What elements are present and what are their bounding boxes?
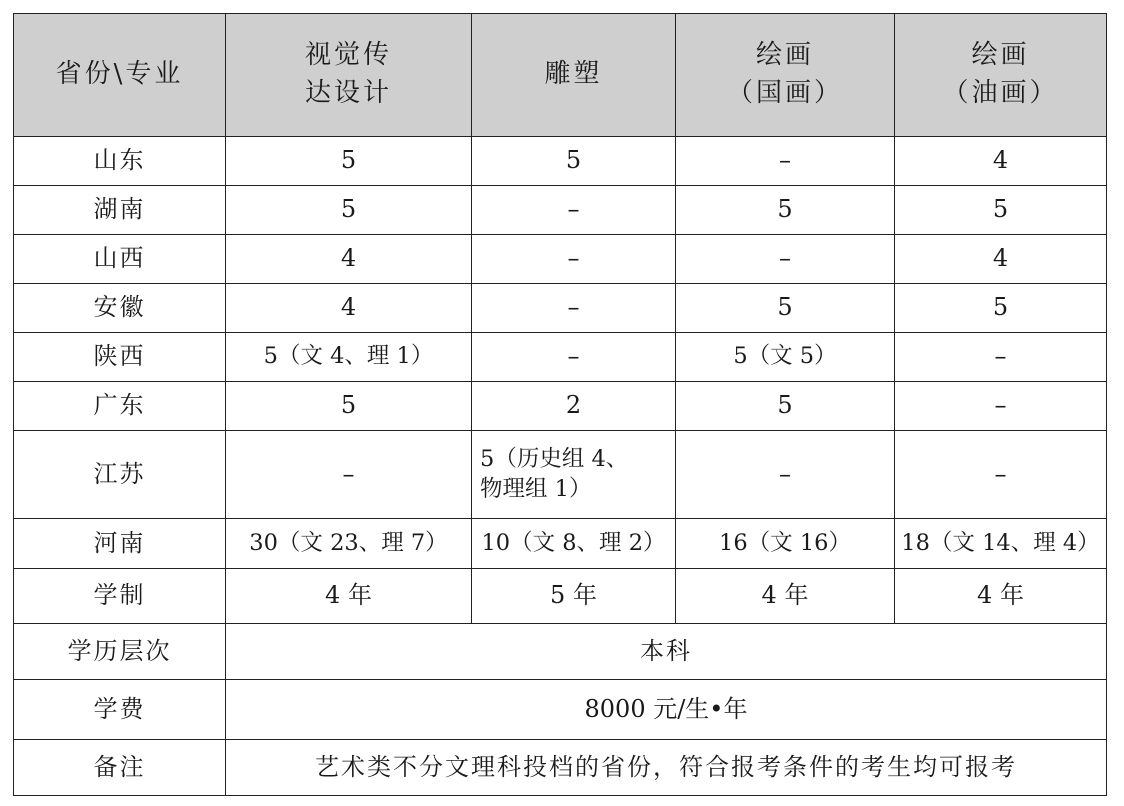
quota-cell: 5 xyxy=(895,186,1107,235)
quota-cell: 4 xyxy=(895,137,1107,186)
province-cell: 安徽 xyxy=(14,284,226,333)
major-header-chinese-painting xyxy=(676,14,895,137)
table-row xyxy=(14,186,1107,235)
quota-cell: – xyxy=(226,431,472,519)
province-cell: 湖南 xyxy=(14,186,226,235)
quota-cell: – xyxy=(472,235,676,284)
table-row xyxy=(14,235,1107,284)
header-row xyxy=(14,14,1107,137)
header-line: 达设计 xyxy=(304,78,392,108)
province-cell: 山西 xyxy=(14,235,226,284)
quota-cell: 4 xyxy=(895,235,1107,284)
province-cell: 河南 xyxy=(14,519,226,569)
quota-cell: – xyxy=(895,382,1107,431)
quota-cell: 5 xyxy=(226,382,472,431)
header-line: 视觉传 xyxy=(304,40,392,71)
quota-cell: 18（文 14、理 4） xyxy=(895,519,1107,569)
province-cell: 广东 xyxy=(14,382,226,431)
degree-label: 学历层次 xyxy=(14,624,226,680)
remarks-label: 备注 xyxy=(14,740,226,796)
province-cell: 陕西 xyxy=(14,333,226,382)
header-line: （国画） xyxy=(726,78,843,108)
duration-cell: 4 年 xyxy=(895,569,1107,624)
quota-cell: 4 xyxy=(226,284,472,333)
province-cell: 江苏 xyxy=(14,431,226,519)
table-row xyxy=(14,284,1107,333)
tuition-row xyxy=(14,680,1107,740)
quota-cell xyxy=(472,431,676,519)
quota-cell: 4 xyxy=(226,235,472,284)
quota-cell: – xyxy=(676,431,895,519)
table-row xyxy=(14,137,1107,186)
quota-cell: – xyxy=(472,284,676,333)
quota-cell: 5 xyxy=(676,284,895,333)
quota-cell: 10（文 8、理 2） xyxy=(472,519,676,569)
quota-line: 物理组 1） xyxy=(480,475,592,502)
quota-cell: 16（文 16） xyxy=(676,519,895,569)
quota-cell: 5（文 4、理 1） xyxy=(226,333,472,382)
quota-cell: 5 xyxy=(226,186,472,235)
header-line: （油画） xyxy=(942,78,1059,108)
quota-cell: – xyxy=(895,333,1107,382)
quota-cell: – xyxy=(676,137,895,186)
major-header-visual-communication xyxy=(226,14,472,137)
remarks-value: 艺术类不分文理科投档的省份，符合报考条件的考生均可报考 xyxy=(226,740,1107,796)
quota-line: 5（历史组 4、 xyxy=(480,446,629,473)
degree-row xyxy=(14,624,1107,680)
major-header-sculpture: 雕塑 xyxy=(472,14,676,137)
quota-cell: 5 xyxy=(895,284,1107,333)
corner-header: 省份\专业 xyxy=(14,14,226,137)
enrollment-plan-table xyxy=(13,13,1107,796)
quota-cell: 5 xyxy=(676,382,895,431)
duration-cell: 4 年 xyxy=(676,569,895,624)
quota-cell: 30（文 23、理 7） xyxy=(226,519,472,569)
quota-cell: – xyxy=(472,333,676,382)
header-line: 绘画 xyxy=(755,40,814,71)
duration-cell: 5 年 xyxy=(472,569,676,624)
quota-cell: 5（文 5） xyxy=(676,333,895,382)
table-row xyxy=(14,519,1107,569)
quota-cell: – xyxy=(472,186,676,235)
duration-label: 学制 xyxy=(14,569,226,624)
header-line: 绘画 xyxy=(971,40,1030,71)
tuition-value: 8000 元/生•年 xyxy=(226,680,1107,740)
degree-value: 本科 xyxy=(226,624,1107,680)
duration-cell: 4 年 xyxy=(226,569,472,624)
province-cell: 山东 xyxy=(14,137,226,186)
quota-cell: – xyxy=(676,235,895,284)
tuition-label: 学费 xyxy=(14,680,226,740)
duration-row xyxy=(14,569,1107,624)
major-header-oil-painting xyxy=(895,14,1107,137)
quota-cell: 5 xyxy=(226,137,472,186)
table-row xyxy=(14,382,1107,431)
table-row xyxy=(14,431,1107,519)
quota-cell: 5 xyxy=(472,137,676,186)
quota-cell: 2 xyxy=(472,382,676,431)
remarks-row xyxy=(14,740,1107,796)
table-row xyxy=(14,333,1107,382)
quota-cell: – xyxy=(895,431,1107,519)
quota-cell: 5 xyxy=(676,186,895,235)
